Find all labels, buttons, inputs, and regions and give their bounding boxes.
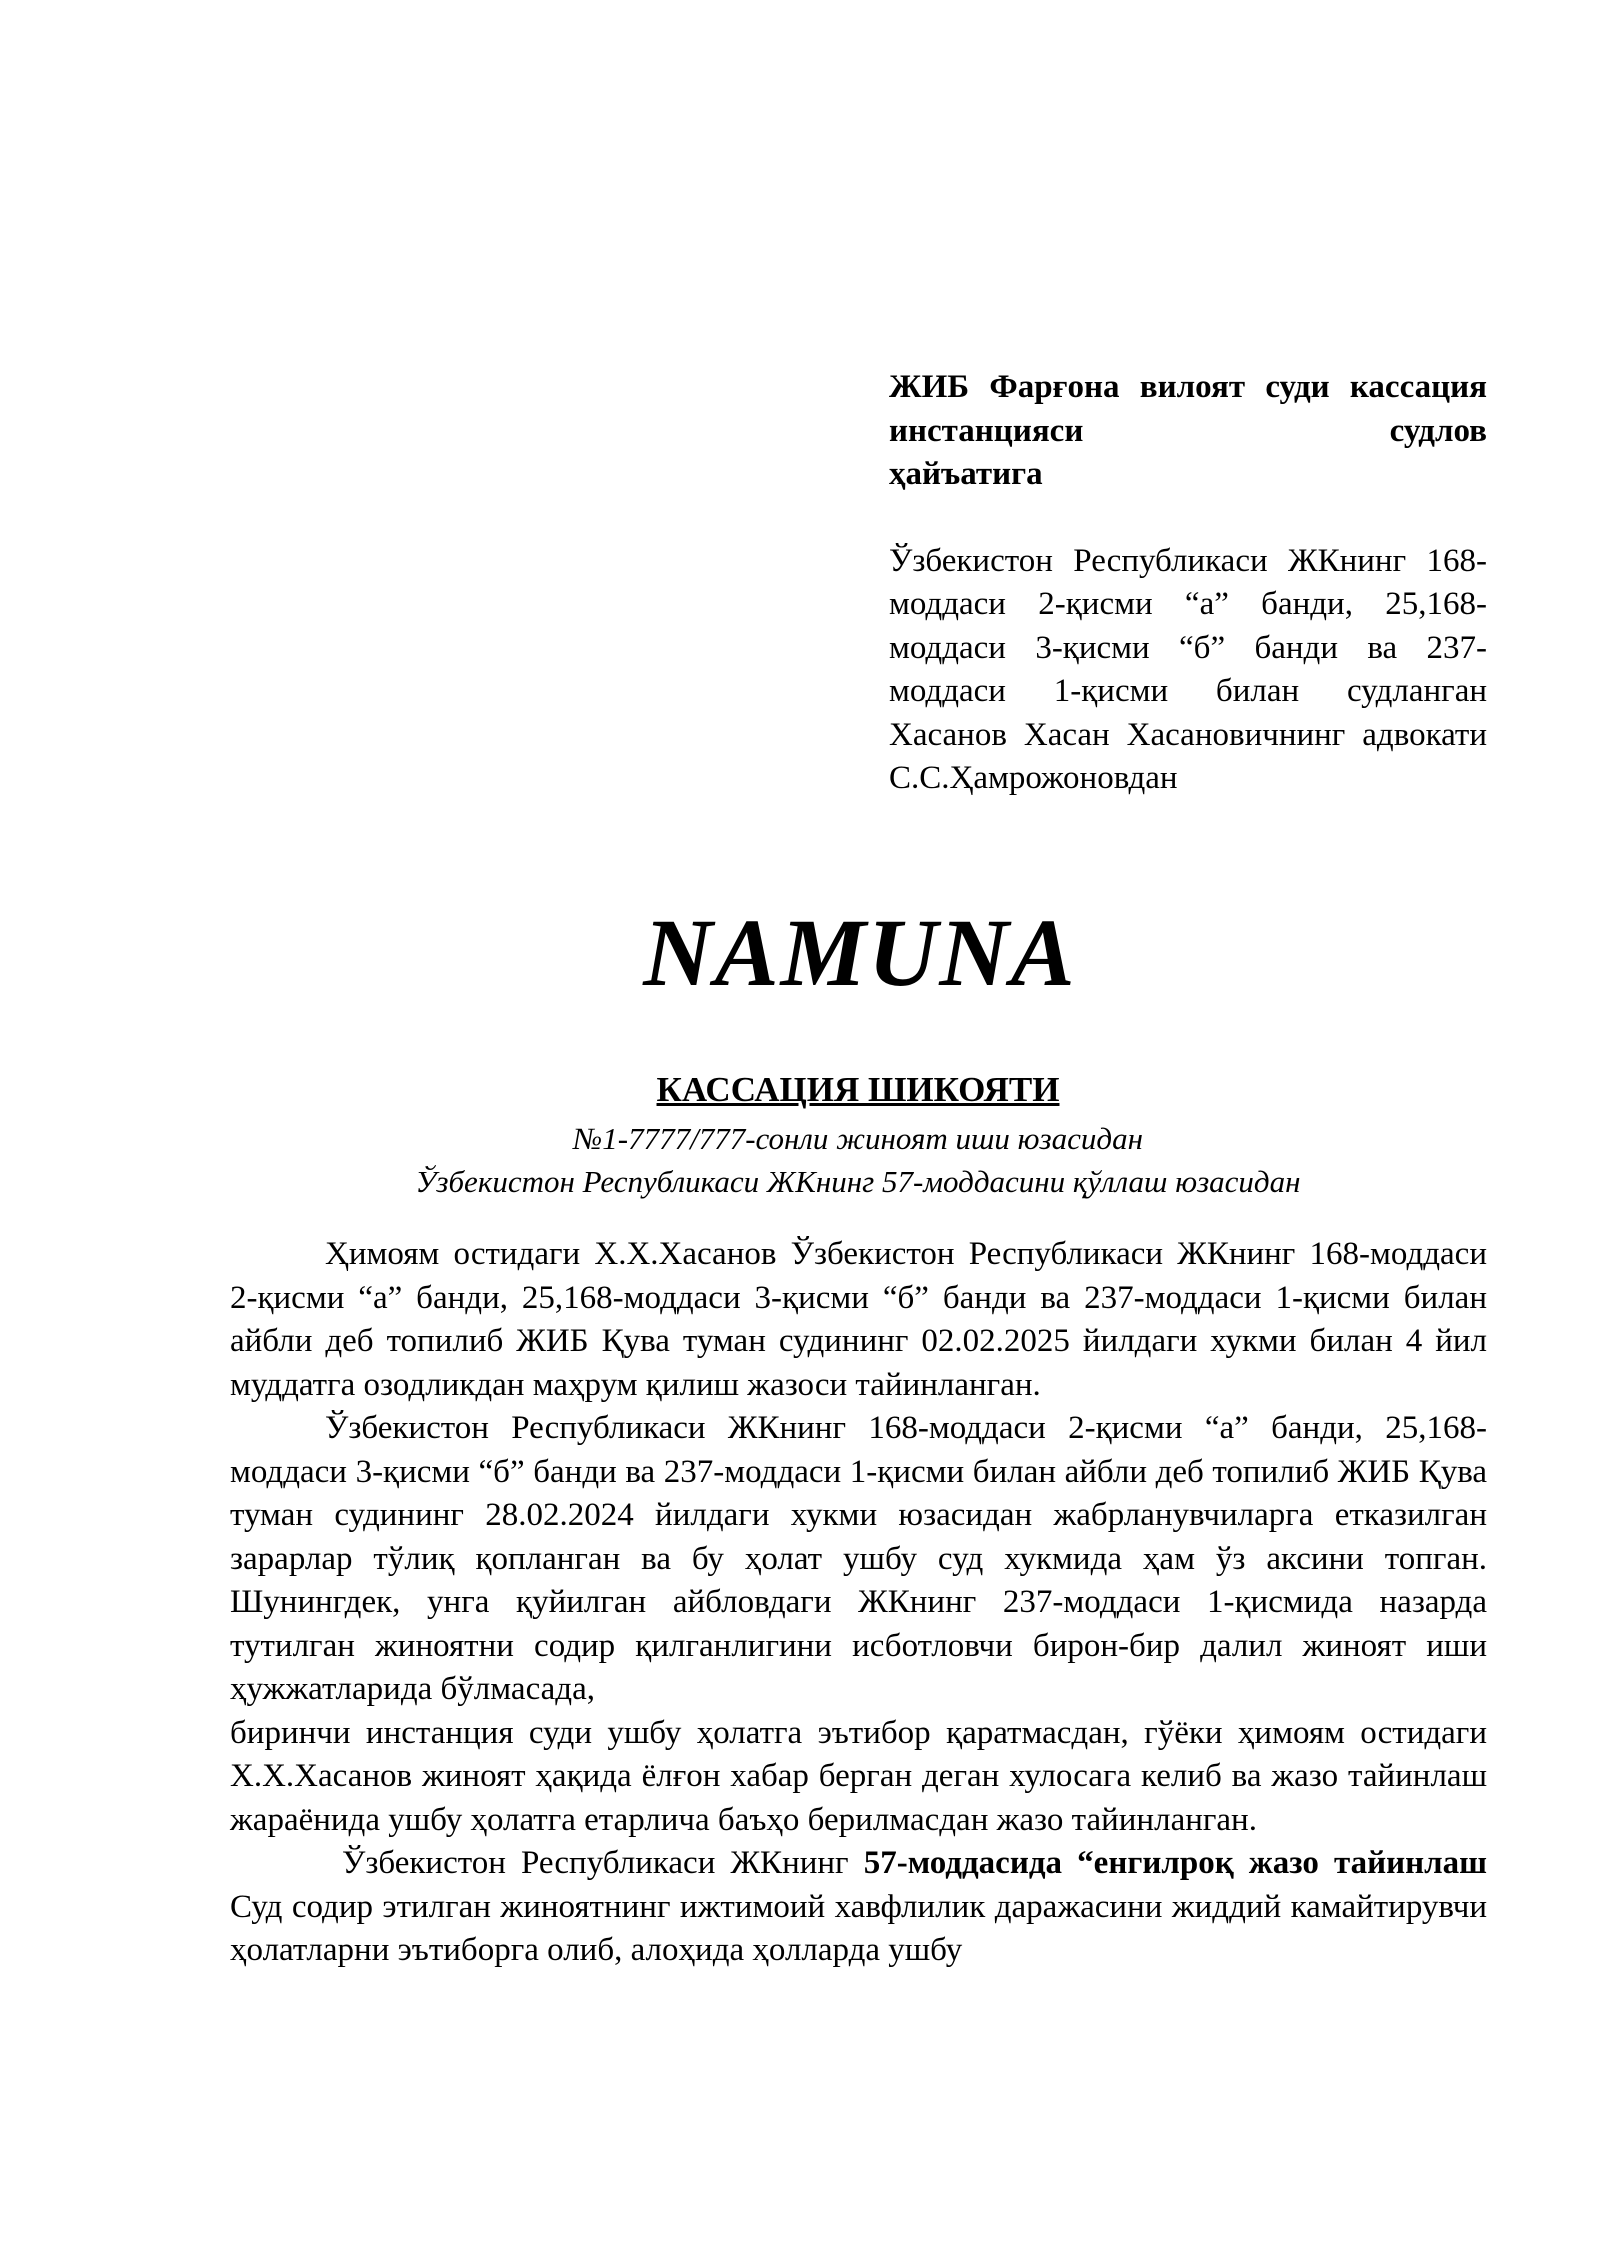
body-paragraph-1: Ҳимоям остидаги Х.Х.Хасанов Ўзбекистон Республикаси ЖКнинг 168-моддаси 2-қисми “а” банди, 25,168-моддаси 3-қисми “б” банди ва 237-моддаси 1-қисми билан айбли деб топилиб ЖИБ Қува туман судининг 02.02.2025 йилдаги хукми билан 4 йил муддатга озодликдан маҳрум қилиш жазоси тайинланган.	[230, 1236, 1487, 1403]
addressee-sender: Ўзбекистон Республикаси ЖКнинг 168-моддаси 2-қисми “а” банди, 25,168-моддаси 3-қисми “б” банди ва 237-моддаси 1-қисми билан судланган Хасанов Хасан Хасановичнинг адвокати	[889, 542, 1487, 753]
addressee-court-last-line: ҳайъатига	[889, 456, 1043, 492]
body-paragraph-4-start: Ўзбекистон Республикаси ЖКнинг	[342, 1845, 864, 1881]
body-paragraph-4-bold: 57-моддасида “енгилроқ жазо тайинлаш	[863, 1845, 1487, 1881]
document-body	[230, 1233, 1487, 1973]
addressee-sender-name: С.С.Ҳамрожоновдан	[889, 760, 1178, 796]
body-paragraph-4	[230, 1842, 1487, 1973]
addressee-court: ЖИБ Фарғона вилоят суди кассация инстанцияси судлов	[889, 369, 1487, 449]
case-number-subtitle: №1-7777/777-сонли жиноят иши юзасидан	[573, 1121, 1143, 1156]
article-subtitle: Ўзбекистон Республикаси ЖКнинг 57-моддасини қўллаш юзасидан	[415, 1164, 1301, 1199]
watermark-namuna: NAMUNA	[643, 899, 1077, 1006]
body-paragraph-4-rest: Суд содир этилган жиноятнинг ижтимоий хавфлилик даражасини жиддий камайтирувчи ҳолатларни эътиборга олиб, алоҳида ҳолларда ушбу	[230, 1888, 1487, 1968]
body-paragraph-3: биринчи инстанция суди ушбу ҳолатга эътибор қаратмасдан, гўёки ҳимоям остидаги Х.Х.Хасанов жиноят ҳақида ёлғон хабар берган деган хулосага келиб ва жазо тайинлаш жараёнида ушбу ҳолатга етарлича баъҳо берилмасдан жазо тайинланган.	[230, 1714, 1487, 1838]
body-paragraph-2: Ўзбекистон Республикаси ЖКнинг 168-моддаси 2-қисми “а” банди, 25,168-моддаси 3-қисми “б” банди ва 237-моддаси 1-қисми билан айбли деб топилиб ЖИБ Қува туман судининг 28.02.2024 йилдаги хукми юзасидан жабрланувчиларга етказилган зарарлар тўлиқ қопланган ва бу ҳолат ушбу суд хукмида ҳам ўз аксини топган. Шунингдек, унга қуйилган айбловдаги ЖКнинг 237-моддаси 1-қисмида назарда тутилган жиноятни содир қилганлигини исботловчи бирон-бир далил жиноят иши ҳужжатларида бўлмасада,	[230, 1410, 1487, 1707]
document-title: КАССАЦИЯ ШИКОЯТИ	[656, 1070, 1060, 1109]
addressee-block	[889, 366, 1487, 801]
